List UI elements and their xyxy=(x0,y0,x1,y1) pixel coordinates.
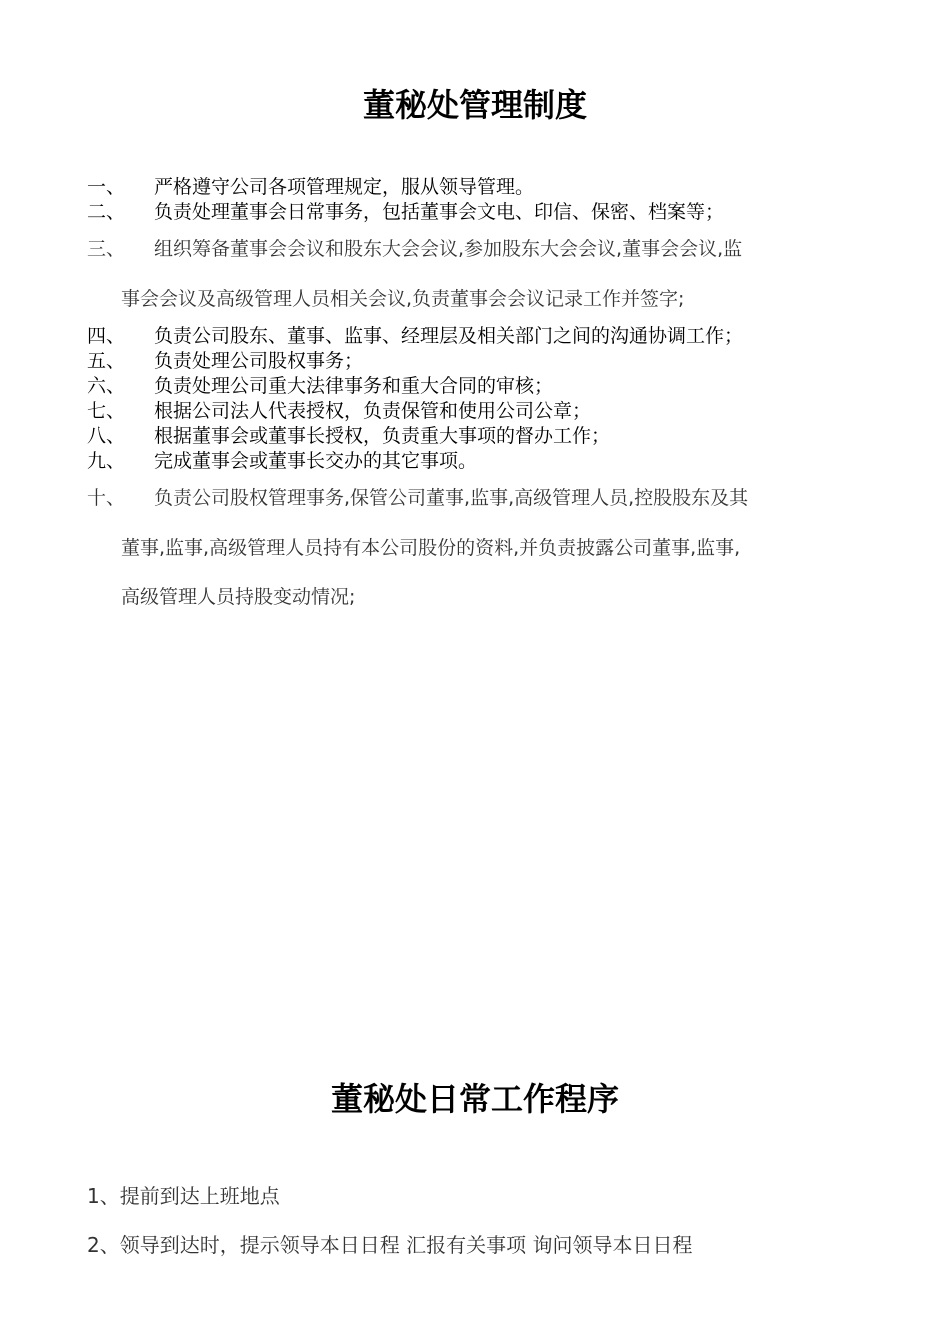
list-item xyxy=(87,200,724,224)
list-item xyxy=(87,449,477,473)
list-item xyxy=(87,424,610,448)
item-text: 严格遵守公司各项管理规定，服从领导管理。 xyxy=(154,176,535,198)
item-text: 组织筹备董事会会议和股东大会会议,参加股东大会会议,董事会会议,监 xyxy=(154,238,743,260)
item-text: 完成董事会或董事长交办的其它事项。 xyxy=(154,450,478,472)
item-continuation: 董事,监事,高级管理人员持有本公司股份的资料,并负责披露公司董事,监事, xyxy=(121,537,741,559)
list-item xyxy=(87,349,363,373)
procedure-step: 1、提前到达上班地点 xyxy=(87,1184,280,1208)
item-number: 七、 xyxy=(87,400,126,422)
item-number: 三、 xyxy=(87,238,126,260)
item-continuation: 事会会议及高级管理人员相关会议,负责董事会会议记录工作并签字; xyxy=(121,288,685,310)
list-item xyxy=(87,324,743,348)
item-number: 九、 xyxy=(87,450,126,472)
item-number: 五、 xyxy=(87,350,126,372)
item-text: 根据董事会或董事长授权，负责重大事项的督办工作； xyxy=(154,425,611,447)
procedure-step: 2、领导到达时，提示领导本日日程 汇报有关事项 询问领导本日日程 xyxy=(87,1233,693,1257)
list-item xyxy=(87,237,742,261)
item-number: 二、 xyxy=(87,201,126,223)
item-number: 四、 xyxy=(87,325,126,347)
item-text: 负责处理公司重大法律事务和重大合同的审核； xyxy=(154,375,554,397)
item-continuation: 高级管理人员持股变动情况; xyxy=(121,586,356,608)
list-item xyxy=(87,486,748,510)
item-number: 十、 xyxy=(87,487,126,509)
item-text: 负责处理公司股权事务； xyxy=(154,350,364,372)
item-number: 一、 xyxy=(87,176,126,198)
list-item xyxy=(87,175,534,199)
item-text: 负责公司股东、董事、监事、经理层及相关部门之间的沟通协调工作； xyxy=(154,325,744,347)
item-text: 根据公司法人代表授权，负责保管和使用公司公章； xyxy=(154,400,592,422)
section1-title: 董秘处管理制度 xyxy=(362,86,587,124)
item-number: 六、 xyxy=(87,375,126,397)
list-item xyxy=(87,399,591,423)
list-item xyxy=(87,374,553,398)
item-number: 八、 xyxy=(87,425,126,447)
section2-title: 董秘处日常工作程序 xyxy=(330,1080,619,1118)
item-text: 负责处理董事会日常事务，包括董事会文电、印信、保密、档案等； xyxy=(154,201,725,223)
item-text: 负责公司股权管理事务,保管公司董事,监事,高级管理人员,控股股东及其 xyxy=(154,487,749,509)
